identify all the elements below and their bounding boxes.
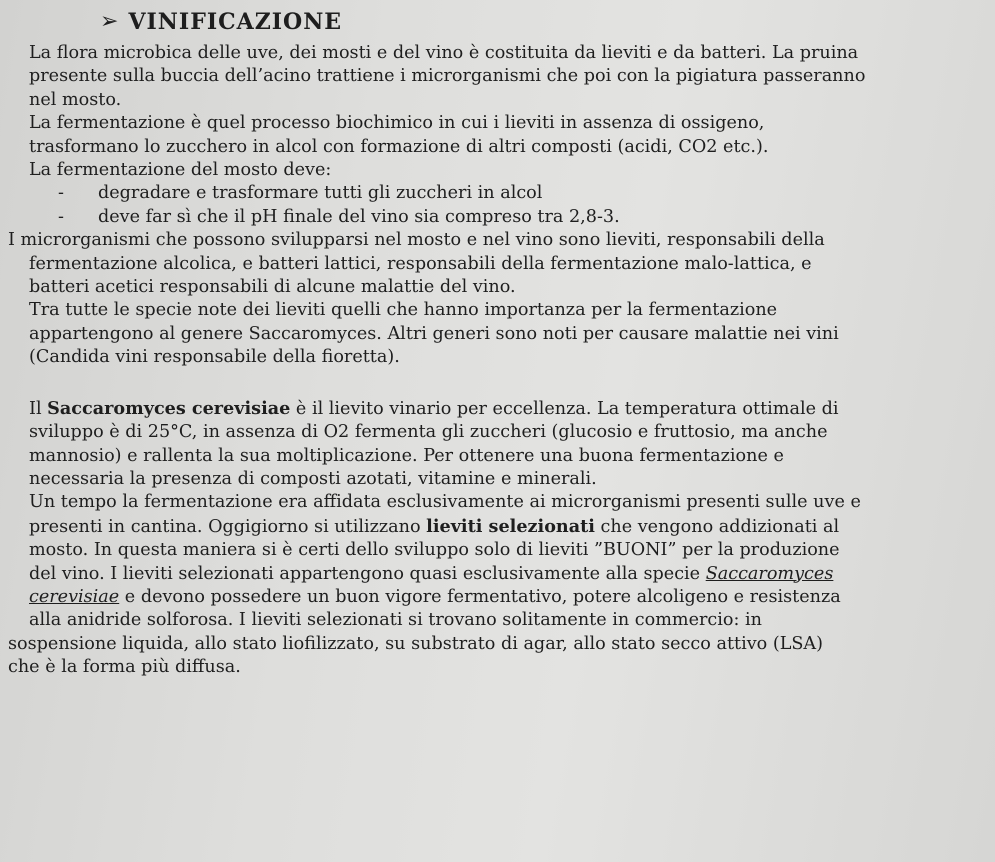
text-run: che vengono addizionati al [594,516,840,537]
heading-title: VINIFICAZIONE [128,9,343,35]
text-line: che è la forma più diffusa. [8,657,241,678]
text-line [8,397,975,421]
text-line: presente sulla buccia dell’acino trattiene i microrganismi che poi con la pigiatura passeranno [29,66,866,87]
paragraph-microrganismi [8,229,975,299]
bullet-text: deve far sì che il pH finale del vino sia compreso tra 2,8-3. [98,206,620,227]
text-line [8,586,975,609]
text-line: fermentazione alcolica, e batteri lattici, responsabili della fermentazione malo-lattica, e [29,253,812,274]
text-line [8,563,975,586]
bold-term: Saccaromyces cerevisiae [47,397,291,419]
text-line: batteri acetici responsabili di alcune malattie del vino. [29,277,516,298]
bullet-item [8,206,975,229]
dash-bullet: - [58,206,64,227]
text-line: trasformano lo zucchero in alcol con formazione di altri composti (acidi, CO2 etc.). [29,136,769,157]
paragraph-cerevisiae [8,397,975,492]
text-line: mosto. In questa maniera si è certi dello sviluppo solo di lieviti ”BUONI” per la produzione [29,540,840,561]
text-run: del vino. I lieviti selezionati appartengono quasi esclusivamente alla specie [29,563,706,584]
text-line: nel mosto. [29,89,122,110]
text-run: e devono possedere un buon vigore fermentativo, potere alcoligeno e resistenza [119,586,841,607]
arrow-bullet-icon: ➢ [100,9,119,34]
bullet-item [8,182,975,205]
text-line: sviluppo è di 25°C, in assenza di O2 fermenta gli zuccheri (glucosio e fruttosio, ma anche [29,422,828,443]
paragraph-mosto [8,159,975,229]
text-line: alla anidride solforosa. I lieviti selezionati si trovano solitamente in commercio: in [29,610,762,631]
paragraph-lieviti-selezionati [8,491,975,679]
text-line: Tra tutte le specie note dei lieviti quelli che hanno importanza per la fermentazione [29,300,778,321]
text-line: necessaria la presenza di composti azotati, vitamine e minerali. [29,468,597,489]
text-line [8,515,975,539]
paragraph-specie [8,299,975,369]
text-line: appartengono al genere Saccaromyces. Altri generi sono noti per causare malattie nei vini [29,323,839,344]
text-line: La fermentazione è quel processo biochimico in cui i lieviti in assenza di ossigeno, [29,113,765,134]
species-name: Saccaromyces [705,563,834,584]
text-run: è il lievito vinario per eccellenza. La temperatura ottimale di [290,398,839,419]
paragraph-fermentazione [8,112,975,159]
text-run: presenti in cantina. Oggigiorno si utilizzano [29,516,427,537]
text-run: Il [29,398,48,419]
paragraph-gap [8,370,975,397]
text-line: mannosio) e rallenta la sua moltiplicazione. Per ottenere una buona fermentazione e [29,445,784,466]
bold-term: lieviti selezionati [426,515,595,537]
bullet-text: degradare e trasformare tutti gli zuccheri in alcol [98,183,543,204]
text-line: I microrganismi che possono svilupparsi nel mosto e nel vino sono lieviti, responsabili della [8,230,825,251]
text-line: La fermentazione del mosto deve: [29,160,332,181]
text-line: (Candida vini responsabile della fioretta). [29,347,400,368]
section-heading [100,8,975,36]
text-line: La flora microbica delle uve, dei mosti e del vino è costituita da lieviti e da batteri. La pruina [29,43,859,63]
text-line: Un tempo la fermentazione era affidata esclusivamente ai microrganismi presenti sulle uve e [29,492,861,513]
species-name: cerevisiae [29,586,120,607]
dash-bullet: - [58,183,64,204]
text-line: sospensione liquida, allo stato liofilizzato, su substrato di agar, allo stato secco attivo (LSA) [8,633,823,654]
paragraph-flora [8,42,975,112]
